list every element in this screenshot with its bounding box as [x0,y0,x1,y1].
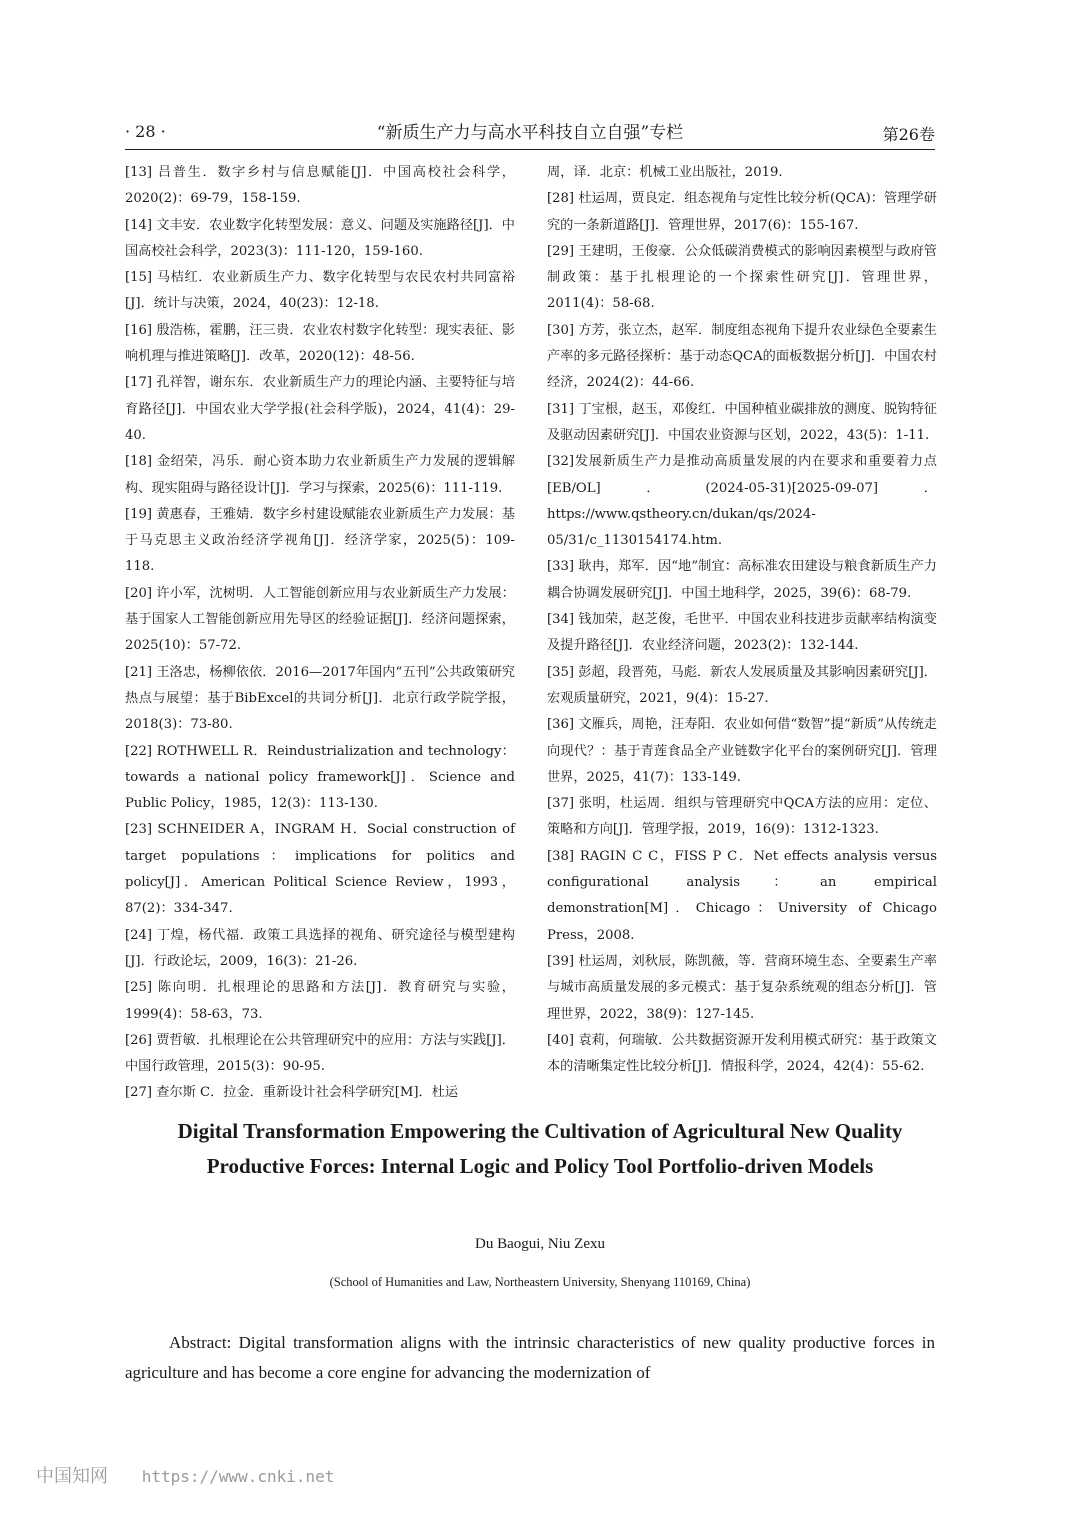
reference-item: [25] 陈向明．扎根理论的思路和方法[J]．教育研究与实验，1999(4)：58-63，73. [125,980,515,1022]
header-rule [125,149,935,150]
reference-item: [18] 金绍荣，冯乐．耐心资本助力农业新质生产力发展的逻辑解构、现实阻碍与路径设计[J]．学习与探索，2025(6)：111-119. [125,454,515,496]
reference-item: [35] 彭超，段晋苑，马彪．新农人发展质量及其影响因素研究[J]．宏观质量研究，2021，9(4)：15-27. [547,664,937,706]
reference-item: [29] 王建明，王俊豪．公众低碳消费模式的影响因素模型与政府管制政策：基于扎根理论的一个探索性研究[J]．管理世界，2011(4)：58-68. [547,243,937,312]
watermark-site-name: 中国知网 [36,1466,108,1487]
english-abstract: Abstract: Digital transformation aligns with the intrinsic characteristics of new quality productive forces in agriculture and has become a core engine for advancing the modernization of [125,1333,935,1382]
reference-item: 周，译．北京：机械工业出版社，2019. [547,165,783,180]
reference-item: [17] 孔祥智，谢东东．农业新质生产力的理论内涵、主要特征与培育路径[J]．中国农业大学学报(社会科学版)，2024，41(4)：29-40. [125,375,515,443]
reference-item: [16] 殷浩栋，霍鹏，汪三贵．农业农村数字化转型：现实表征、影响机理与推进策略[J]．改革，2020(12)：48-56. [125,322,515,365]
column-title: “新质生产力与高水平科技自立自强”专栏 [376,123,684,143]
volume-label: 第26卷 [882,125,935,144]
english-authors: Du Baogui, Niu Zexu [475,1236,605,1252]
reference-item: [39] 杜运周，刘秋辰，陈凯薇，等．营商环境生态、全要素生产率与城市高质量发展的多元模式：基于复杂系统观的组态分析[J]．管理世界，2022，38(9)：127-145. [547,953,937,1022]
reference-item: [33] 耿冉，郑军．因“地”制宜：高标准农田建设与粮食新质生产力耦合协调发展研究[J]．中国土地科学，2025，39(6)：68-79. [547,559,937,601]
running-header [125,118,935,146]
reference-item: [19] 黄惠春，王雅婧．数字乡村建设赋能农业新质生产力发展：基于马克思主义政治经济学视角[J]．经济学家，2025(5)：109-118. [125,506,515,575]
reference-item: [14] 文丰安．农业数字化转型发展：意义、问题及实施路径[J]．中国高校社会科学，2023(3)：111-120，159-160. [125,217,515,259]
reference-item: [20] 许小军，沈树明．人工智能创新应用与农业新质生产力发展：基于国家人工智能创新应用先导区的经验证据[J]．经济问题探索，2025(10)：57-72. [125,585,515,654]
reference-item: [27] 查尔斯 C．拉金．重新设计社会科学研究[M]．杜运 [125,1085,459,1101]
reference-item: [38] RAGIN C C，FISS P C．Net effects analysis versus configurational analysis：an empirical demonstration[M]．Chicago：University of Chicago Press，2008. [547,848,937,943]
reference-item: [34] 钱加荣，赵芝俊，毛世平．中国农业科技进步贡献率结构演变及提升路径[J]．农业经济问题，2023(2)：132-144. [547,612,937,654]
reference-item: [21] 王洛忠，杨柳依依．2016—2017年国内“五刊”公共政策研究热点与展望：基于BibExcel的共词分析[J]．北京行政学院学报，2018(3)：73-80. [125,664,515,733]
references-left-column [125,160,515,1107]
reference-item: [36] 文雁兵，周艳，汪寿阳．农业如何借“数智”提“新质”从传统走向现代？：基于青莲食品全产业链数字化平台的案例研究[J]．管理世界，2025，41(7)：133-149. [547,717,937,785]
reference-item: [23] SCHNEIDER A，INGRAM H．Social construction of target populations：implications for politics and policy[J]．American Political Science Review，1993，87(2)：334-347. [125,822,515,917]
reference-item: [26] 贾哲敏．扎根理论在公共管理研究中的应用：方法与实践[J]．中国行政管理，2015(3)：90-95. [125,1032,515,1075]
reference-item: [28] 杜运周，贾良定．组态视角与定性比较分析(QCA)：管理学研究的一条新道路[J]．管理世界，2017(6)：155-167. [547,191,937,233]
reference-item: [40] 袁莉，何瑞敏．公共数据资源开发利用模式研究：基于政策文本的清晰集定性比较分析[J]．情报科学，2024，42(4)：55-62. [547,1032,937,1075]
reference-item: [22] ROTHWELL R．Reindustrialization and technology：towards a national policy framework[J]．Science and Public Policy，1985，12(3)：113-130. [125,743,515,812]
english-affiliation: (School of Humanities and Law, Northeastern University, Shenyang 110169, China) [329,1275,751,1289]
page-number: · 28 · [125,122,166,141]
watermark-url[interactable]: https://www.cnki.net [141,1467,335,1486]
reference-item: [37] 张明，杜运周．组织与管理研究中QCA方法的应用：定位、策略和方向[J]．管理学报，2019，16(9)：1312-1323. [547,796,937,838]
reference-item: [31] 丁宝根，赵玉，邓俊红．中国种植业碳排放的测度、脱钩特征及驱动因素研究[J]．中国农业资源与区划，2022，43(5)：1-11. [547,401,937,443]
reference-item: [15] 马桔红．农业新质生产力、数字化转型与农民农村共同富裕[J]．统计与决策，2024，40(23)：12-18. [125,270,515,312]
reference-item: [13] 吕普生．数字乡村与信息赋能[J]．中国高校社会科学，2020(2)：69-79，158-159. [125,165,515,207]
references-right-column [547,160,937,1080]
reference-item: [32]发展新质生产力是推动高质量发展的内在要求和重要着力点[EB/OL]．(2024-05-31)[2025-09-07]．https://www.qstheory.cn/dukan/qs/2024-05/31/c_1130154174.htm. [547,454,937,549]
reference-item: [24] 丁煌，杨代福．政策工具选择的视角、研究途径与模型建构[J]．行政论坛，2009，16(3)：21-26. [125,927,515,969]
cnki-watermark [36,1462,334,1488]
english-title: Digital Transformation Empowering the Cultivation of Agricultural New Quality Productive Forces: Internal Logic and Policy Tool Portfolio-driven Models [177,1119,903,1178]
reference-item: [30] 方芳，张立杰，赵军．制度组态视角下提升农业绿色全要素生产率的多元路径探析：基于动态QCA的面板数据分析[J]．中国农村经济，2024(2)：44-66. [547,322,937,391]
